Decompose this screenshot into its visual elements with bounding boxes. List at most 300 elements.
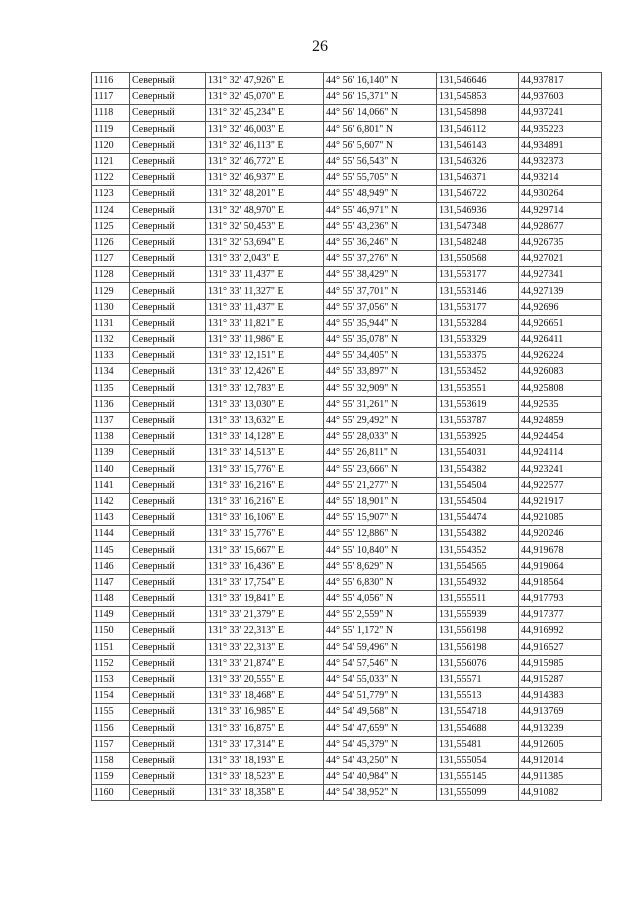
latitude-dms-cell: 44° 55' 38,429" N: [324, 267, 437, 283]
longitude-decimal-cell: 131,554565: [437, 558, 519, 574]
table-row: [92, 315, 602, 331]
longitude-dms-cell: 131° 33' 21,874" E: [206, 655, 324, 671]
longitude-dms-cell: 131° 32' 48,970" E: [206, 202, 324, 218]
latitude-decimal-cell: 44,926735: [519, 234, 602, 250]
point-number-cell: 1157: [92, 736, 130, 752]
point-number-cell: 1146: [92, 558, 130, 574]
point-number-cell: 1153: [92, 671, 130, 687]
longitude-decimal-cell: 131,556076: [437, 655, 519, 671]
side-cell: Северный: [130, 688, 206, 704]
side-cell: Северный: [130, 574, 206, 590]
latitude-dms-cell: 44° 55' 15,907" N: [324, 510, 437, 526]
side-cell: Северный: [130, 121, 206, 137]
table-row: [92, 170, 602, 186]
table-row: [92, 234, 602, 250]
longitude-dms-cell: 131° 32' 53,694" E: [206, 234, 324, 250]
latitude-decimal-cell: 44,928677: [519, 218, 602, 234]
longitude-decimal-cell: 131,546143: [437, 137, 519, 153]
longitude-decimal-cell: 131,545853: [437, 89, 519, 105]
longitude-dms-cell: 131° 33' 22,313" E: [206, 639, 324, 655]
latitude-dms-cell: 44° 55' 29,492" N: [324, 412, 437, 428]
longitude-decimal-cell: 131,556198: [437, 639, 519, 655]
longitude-dms-cell: 131° 33' 11,327" E: [206, 283, 324, 299]
side-cell: Северный: [130, 412, 206, 428]
table-row: [92, 299, 602, 315]
longitude-dms-cell: 131° 33' 16,106" E: [206, 510, 324, 526]
latitude-decimal-cell: 44,924859: [519, 412, 602, 428]
table-row: [92, 720, 602, 736]
point-number-cell: 1140: [92, 461, 130, 477]
latitude-dms-cell: 44° 55' 31,261" N: [324, 396, 437, 412]
longitude-dms-cell: 131° 32' 45,234" E: [206, 105, 324, 121]
table-row: [92, 202, 602, 218]
side-cell: Северный: [130, 218, 206, 234]
latitude-decimal-cell: 44,924454: [519, 429, 602, 445]
longitude-decimal-cell: 131,556198: [437, 623, 519, 639]
side-cell: Северный: [130, 526, 206, 542]
side-cell: Северный: [130, 73, 206, 89]
latitude-dms-cell: 44° 55' 33,897" N: [324, 364, 437, 380]
latitude-decimal-cell: 44,934891: [519, 137, 602, 153]
latitude-dms-cell: 44° 55' 35,944" N: [324, 315, 437, 331]
longitude-decimal-cell: 131,547348: [437, 218, 519, 234]
table-row: [92, 526, 602, 542]
latitude-decimal-cell: 44,917793: [519, 591, 602, 607]
latitude-dms-cell: 44° 55' 4,056" N: [324, 591, 437, 607]
longitude-decimal-cell: 131,545898: [437, 105, 519, 121]
longitude-dms-cell: 131° 33' 12,151" E: [206, 348, 324, 364]
longitude-dms-cell: 131° 33' 16,985" E: [206, 704, 324, 720]
longitude-decimal-cell: 131,554688: [437, 720, 519, 736]
latitude-decimal-cell: 44,920246: [519, 526, 602, 542]
latitude-decimal-cell: 44,932373: [519, 153, 602, 169]
side-cell: Северный: [130, 671, 206, 687]
longitude-decimal-cell: 131,55571: [437, 671, 519, 687]
coordinates-table: [91, 72, 602, 801]
latitude-decimal-cell: 44,937817: [519, 73, 602, 89]
latitude-dms-cell: 44° 55' 12,886" N: [324, 526, 437, 542]
longitude-dms-cell: 131° 33' 21,379" E: [206, 607, 324, 623]
longitude-decimal-cell: 131,554382: [437, 461, 519, 477]
point-number-cell: 1119: [92, 121, 130, 137]
table-row: [92, 542, 602, 558]
table-row: [92, 461, 602, 477]
longitude-dms-cell: 131° 33' 16,875" E: [206, 720, 324, 736]
latitude-dms-cell: 44° 55' 2,559" N: [324, 607, 437, 623]
table-row: [92, 251, 602, 267]
latitude-dms-cell: 44° 56' 6,801" N: [324, 121, 437, 137]
longitude-dms-cell: 131° 32' 48,201" E: [206, 186, 324, 202]
longitude-decimal-cell: 131,553375: [437, 348, 519, 364]
latitude-dms-cell: 44° 56' 15,371" N: [324, 89, 437, 105]
table-row: [92, 380, 602, 396]
longitude-dms-cell: 131° 33' 18,358" E: [206, 785, 324, 801]
longitude-dms-cell: 131° 32' 46,003" E: [206, 121, 324, 137]
point-number-cell: 1149: [92, 607, 130, 623]
latitude-dms-cell: 44° 55' 26,811" N: [324, 445, 437, 461]
longitude-dms-cell: 131° 33' 18,193" E: [206, 752, 324, 768]
table-row: [92, 607, 602, 623]
longitude-dms-cell: 131° 33' 16,436" E: [206, 558, 324, 574]
point-number-cell: 1144: [92, 526, 130, 542]
latitude-dms-cell: 44° 55' 56,543" N: [324, 153, 437, 169]
latitude-dms-cell: 44° 55' 1,172" N: [324, 623, 437, 639]
longitude-dms-cell: 131° 33' 15,776" E: [206, 461, 324, 477]
table-row: [92, 510, 602, 526]
latitude-decimal-cell: 44,926083: [519, 364, 602, 380]
latitude-dms-cell: 44° 55' 32,909" N: [324, 380, 437, 396]
point-number-cell: 1143: [92, 510, 130, 526]
latitude-dms-cell: 44° 56' 5,607" N: [324, 137, 437, 153]
longitude-dms-cell: 131° 33' 11,986" E: [206, 332, 324, 348]
longitude-dms-cell: 131° 33' 11,437" E: [206, 267, 324, 283]
latitude-dms-cell: 44° 54' 59,496" N: [324, 639, 437, 655]
table-row: [92, 283, 602, 299]
longitude-dms-cell: 131° 33' 15,776" E: [206, 526, 324, 542]
table-row: [92, 153, 602, 169]
latitude-dms-cell: 44° 55' 55,705" N: [324, 170, 437, 186]
point-number-cell: 1151: [92, 639, 130, 655]
longitude-dms-cell: 131° 33' 15,667" E: [206, 542, 324, 558]
longitude-decimal-cell: 131,546112: [437, 121, 519, 137]
latitude-dms-cell: 44° 55' 46,971" N: [324, 202, 437, 218]
latitude-decimal-cell: 44,912605: [519, 736, 602, 752]
side-cell: Северный: [130, 639, 206, 655]
longitude-decimal-cell: 131,553284: [437, 315, 519, 331]
latitude-dms-cell: 44° 55' 23,666" N: [324, 461, 437, 477]
latitude-dms-cell: 44° 54' 55,033" N: [324, 671, 437, 687]
table-row: [92, 121, 602, 137]
latitude-decimal-cell: 44,926224: [519, 348, 602, 364]
longitude-dms-cell: 131° 33' 14,513" E: [206, 445, 324, 461]
longitude-decimal-cell: 131,55481: [437, 736, 519, 752]
table-row: [92, 332, 602, 348]
longitude-decimal-cell: 131,554382: [437, 526, 519, 542]
longitude-dms-cell: 131° 33' 17,754" E: [206, 574, 324, 590]
latitude-dms-cell: 44° 55' 34,405" N: [324, 348, 437, 364]
point-number-cell: 1156: [92, 720, 130, 736]
latitude-decimal-cell: 44,923241: [519, 461, 602, 477]
point-number-cell: 1136: [92, 396, 130, 412]
longitude-dms-cell: 131° 33' 16,216" E: [206, 477, 324, 493]
point-number-cell: 1129: [92, 283, 130, 299]
point-number-cell: 1124: [92, 202, 130, 218]
point-number-cell: 1116: [92, 73, 130, 89]
point-number-cell: 1118: [92, 105, 130, 121]
side-cell: Северный: [130, 655, 206, 671]
table-row: [92, 73, 602, 89]
longitude-decimal-cell: 131,554504: [437, 493, 519, 509]
longitude-decimal-cell: 131,546722: [437, 186, 519, 202]
point-number-cell: 1132: [92, 332, 130, 348]
latitude-decimal-cell: 44,916527: [519, 639, 602, 655]
longitude-dms-cell: 131° 33' 11,821" E: [206, 315, 324, 331]
side-cell: Северный: [130, 170, 206, 186]
side-cell: Северный: [130, 704, 206, 720]
point-number-cell: 1145: [92, 542, 130, 558]
latitude-dms-cell: 44° 54' 57,546" N: [324, 655, 437, 671]
longitude-dms-cell: 131° 33' 12,783" E: [206, 380, 324, 396]
side-cell: Северный: [130, 591, 206, 607]
point-number-cell: 1150: [92, 623, 130, 639]
latitude-dms-cell: 44° 54' 45,379" N: [324, 736, 437, 752]
latitude-decimal-cell: 44,924114: [519, 445, 602, 461]
side-cell: Северный: [130, 348, 206, 364]
point-number-cell: 1159: [92, 769, 130, 785]
table-row: [92, 704, 602, 720]
longitude-decimal-cell: 131,550568: [437, 251, 519, 267]
side-cell: Северный: [130, 364, 206, 380]
latitude-decimal-cell: 44,91082: [519, 785, 602, 801]
longitude-decimal-cell: 131,553329: [437, 332, 519, 348]
point-number-cell: 1117: [92, 89, 130, 105]
latitude-dms-cell: 44° 55' 18,901" N: [324, 493, 437, 509]
point-number-cell: 1131: [92, 315, 130, 331]
table-row: [92, 591, 602, 607]
side-cell: Северный: [130, 332, 206, 348]
table-row: [92, 671, 602, 687]
side-cell: Северный: [130, 542, 206, 558]
latitude-dms-cell: 44° 55' 10,840" N: [324, 542, 437, 558]
longitude-decimal-cell: 131,546936: [437, 202, 519, 218]
longitude-decimal-cell: 131,548248: [437, 234, 519, 250]
table-row: [92, 639, 602, 655]
latitude-decimal-cell: 44,913769: [519, 704, 602, 720]
latitude-decimal-cell: 44,937603: [519, 89, 602, 105]
table-row: [92, 477, 602, 493]
longitude-dms-cell: 131° 33' 13,030" E: [206, 396, 324, 412]
longitude-decimal-cell: 131,554932: [437, 574, 519, 590]
point-number-cell: 1160: [92, 785, 130, 801]
longitude-decimal-cell: 131,554504: [437, 477, 519, 493]
table-row: [92, 769, 602, 785]
latitude-decimal-cell: 44,93214: [519, 170, 602, 186]
latitude-decimal-cell: 44,92535: [519, 396, 602, 412]
side-cell: Северный: [130, 720, 206, 736]
latitude-dms-cell: 44° 56' 16,140" N: [324, 73, 437, 89]
side-cell: Северный: [130, 445, 206, 461]
side-cell: Северный: [130, 153, 206, 169]
latitude-dms-cell: 44° 54' 38,952" N: [324, 785, 437, 801]
latitude-decimal-cell: 44,919064: [519, 558, 602, 574]
page-number: 26: [312, 38, 328, 55]
point-number-cell: 1126: [92, 234, 130, 250]
table-row: [92, 785, 602, 801]
latitude-decimal-cell: 44,927341: [519, 267, 602, 283]
longitude-decimal-cell: 131,554474: [437, 510, 519, 526]
table-row: [92, 218, 602, 234]
point-number-cell: 1158: [92, 752, 130, 768]
longitude-decimal-cell: 131,553551: [437, 380, 519, 396]
side-cell: Северный: [130, 137, 206, 153]
side-cell: Северный: [130, 785, 206, 801]
longitude-dms-cell: 131° 32' 46,772" E: [206, 153, 324, 169]
longitude-dms-cell: 131° 32' 45,070" E: [206, 89, 324, 105]
table-row: [92, 623, 602, 639]
table-row: [92, 688, 602, 704]
longitude-decimal-cell: 131,554352: [437, 542, 519, 558]
longitude-decimal-cell: 131,555511: [437, 591, 519, 607]
latitude-dms-cell: 44° 55' 8,629" N: [324, 558, 437, 574]
point-number-cell: 1137: [92, 412, 130, 428]
longitude-dms-cell: 131° 32' 46,113" E: [206, 137, 324, 153]
latitude-dms-cell: 44° 55' 48,949" N: [324, 186, 437, 202]
longitude-dms-cell: 131° 32' 50,453" E: [206, 218, 324, 234]
longitude-dms-cell: 131° 33' 22,313" E: [206, 623, 324, 639]
coordinates-table-body: [92, 73, 602, 801]
point-number-cell: 1134: [92, 364, 130, 380]
point-number-cell: 1148: [92, 591, 130, 607]
table-row: [92, 186, 602, 202]
longitude-dms-cell: 131° 33' 17,314" E: [206, 736, 324, 752]
point-number-cell: 1155: [92, 704, 130, 720]
longitude-decimal-cell: 131,546371: [437, 170, 519, 186]
table-row: [92, 267, 602, 283]
point-number-cell: 1138: [92, 429, 130, 445]
table-row: [92, 429, 602, 445]
side-cell: Северный: [130, 202, 206, 218]
latitude-decimal-cell: 44,914383: [519, 688, 602, 704]
latitude-dms-cell: 44° 54' 51,779" N: [324, 688, 437, 704]
longitude-dms-cell: 131° 33' 11,437" E: [206, 299, 324, 315]
side-cell: Северный: [130, 429, 206, 445]
longitude-dms-cell: 131° 33' 18,523" E: [206, 769, 324, 785]
latitude-dms-cell: 44° 56' 14,066" N: [324, 105, 437, 121]
longitude-decimal-cell: 131,553619: [437, 396, 519, 412]
latitude-dms-cell: 44° 55' 37,056" N: [324, 299, 437, 315]
table-row: [92, 752, 602, 768]
side-cell: Северный: [130, 283, 206, 299]
longitude-dms-cell: 131° 33' 19,841" E: [206, 591, 324, 607]
table-row: [92, 364, 602, 380]
longitude-decimal-cell: 131,553177: [437, 299, 519, 315]
longitude-decimal-cell: 131,546326: [437, 153, 519, 169]
point-number-cell: 1120: [92, 137, 130, 153]
table-row: [92, 574, 602, 590]
longitude-decimal-cell: 131,546646: [437, 73, 519, 89]
longitude-dms-cell: 131° 33' 18,468" E: [206, 688, 324, 704]
side-cell: Северный: [130, 234, 206, 250]
latitude-decimal-cell: 44,915985: [519, 655, 602, 671]
point-number-cell: 1122: [92, 170, 130, 186]
latitude-decimal-cell: 44,917377: [519, 607, 602, 623]
table-row: [92, 89, 602, 105]
longitude-dms-cell: 131° 32' 46,937" E: [206, 170, 324, 186]
longitude-dms-cell: 131° 33' 12,426" E: [206, 364, 324, 380]
longitude-decimal-cell: 131,55513: [437, 688, 519, 704]
latitude-dms-cell: 44° 55' 35,078" N: [324, 332, 437, 348]
longitude-decimal-cell: 131,555939: [437, 607, 519, 623]
latitude-decimal-cell: 44,92696: [519, 299, 602, 315]
latitude-decimal-cell: 44,935223: [519, 121, 602, 137]
table-row: [92, 445, 602, 461]
latitude-dms-cell: 44° 55' 36,246" N: [324, 234, 437, 250]
latitude-dms-cell: 44° 55' 37,701" N: [324, 283, 437, 299]
table-row: [92, 396, 602, 412]
side-cell: Северный: [130, 315, 206, 331]
table-row: [92, 412, 602, 428]
latitude-decimal-cell: 44,927139: [519, 283, 602, 299]
table-row: [92, 105, 602, 121]
point-number-cell: 1135: [92, 380, 130, 396]
point-number-cell: 1133: [92, 348, 130, 364]
longitude-decimal-cell: 131,554718: [437, 704, 519, 720]
point-number-cell: 1125: [92, 218, 130, 234]
longitude-dms-cell: 131° 33' 16,216" E: [206, 493, 324, 509]
side-cell: Северный: [130, 186, 206, 202]
side-cell: Северный: [130, 607, 206, 623]
longitude-decimal-cell: 131,555099: [437, 785, 519, 801]
latitude-dms-cell: 44° 54' 40,984" N: [324, 769, 437, 785]
longitude-dms-cell: 131° 33' 14,128" E: [206, 429, 324, 445]
side-cell: Северный: [130, 623, 206, 639]
point-number-cell: 1128: [92, 267, 130, 283]
latitude-dms-cell: 44° 55' 6,830" N: [324, 574, 437, 590]
latitude-decimal-cell: 44,937241: [519, 105, 602, 121]
point-number-cell: 1121: [92, 153, 130, 169]
side-cell: Северный: [130, 461, 206, 477]
point-number-cell: 1154: [92, 688, 130, 704]
side-cell: Северный: [130, 299, 206, 315]
side-cell: Северный: [130, 267, 206, 283]
side-cell: Северный: [130, 477, 206, 493]
table-row: [92, 137, 602, 153]
latitude-decimal-cell: 44,918564: [519, 574, 602, 590]
longitude-decimal-cell: 131,555145: [437, 769, 519, 785]
longitude-decimal-cell: 131,553146: [437, 283, 519, 299]
latitude-decimal-cell: 44,927021: [519, 251, 602, 267]
side-cell: Северный: [130, 558, 206, 574]
table-row: [92, 736, 602, 752]
side-cell: Северный: [130, 736, 206, 752]
latitude-dms-cell: 44° 54' 43,250" N: [324, 752, 437, 768]
longitude-decimal-cell: 131,553787: [437, 412, 519, 428]
latitude-decimal-cell: 44,921085: [519, 510, 602, 526]
latitude-dms-cell: 44° 55' 43,236" N: [324, 218, 437, 234]
longitude-dms-cell: 131° 33' 20,555" E: [206, 671, 324, 687]
side-cell: Северный: [130, 380, 206, 396]
latitude-decimal-cell: 44,930264: [519, 186, 602, 202]
longitude-decimal-cell: 131,555054: [437, 752, 519, 768]
longitude-decimal-cell: 131,553452: [437, 364, 519, 380]
table-row: [92, 558, 602, 574]
longitude-dms-cell: 131° 32' 47,926" E: [206, 73, 324, 89]
latitude-decimal-cell: 44,921917: [519, 493, 602, 509]
table-row: [92, 655, 602, 671]
latitude-dms-cell: 44° 54' 47,659" N: [324, 720, 437, 736]
point-number-cell: 1127: [92, 251, 130, 267]
latitude-decimal-cell: 44,916992: [519, 623, 602, 639]
latitude-decimal-cell: 44,926411: [519, 332, 602, 348]
latitude-dms-cell: 44° 54' 49,568" N: [324, 704, 437, 720]
table-row: [92, 493, 602, 509]
point-number-cell: 1123: [92, 186, 130, 202]
longitude-decimal-cell: 131,554031: [437, 445, 519, 461]
latitude-decimal-cell: 44,929714: [519, 202, 602, 218]
side-cell: Северный: [130, 251, 206, 267]
latitude-decimal-cell: 44,925808: [519, 380, 602, 396]
side-cell: Северный: [130, 752, 206, 768]
point-number-cell: 1142: [92, 493, 130, 509]
latitude-decimal-cell: 44,913239: [519, 720, 602, 736]
side-cell: Северный: [130, 89, 206, 105]
latitude-decimal-cell: 44,915287: [519, 671, 602, 687]
latitude-decimal-cell: 44,922577: [519, 477, 602, 493]
side-cell: Северный: [130, 493, 206, 509]
side-cell: Северный: [130, 396, 206, 412]
longitude-decimal-cell: 131,553177: [437, 267, 519, 283]
point-number-cell: 1130: [92, 299, 130, 315]
